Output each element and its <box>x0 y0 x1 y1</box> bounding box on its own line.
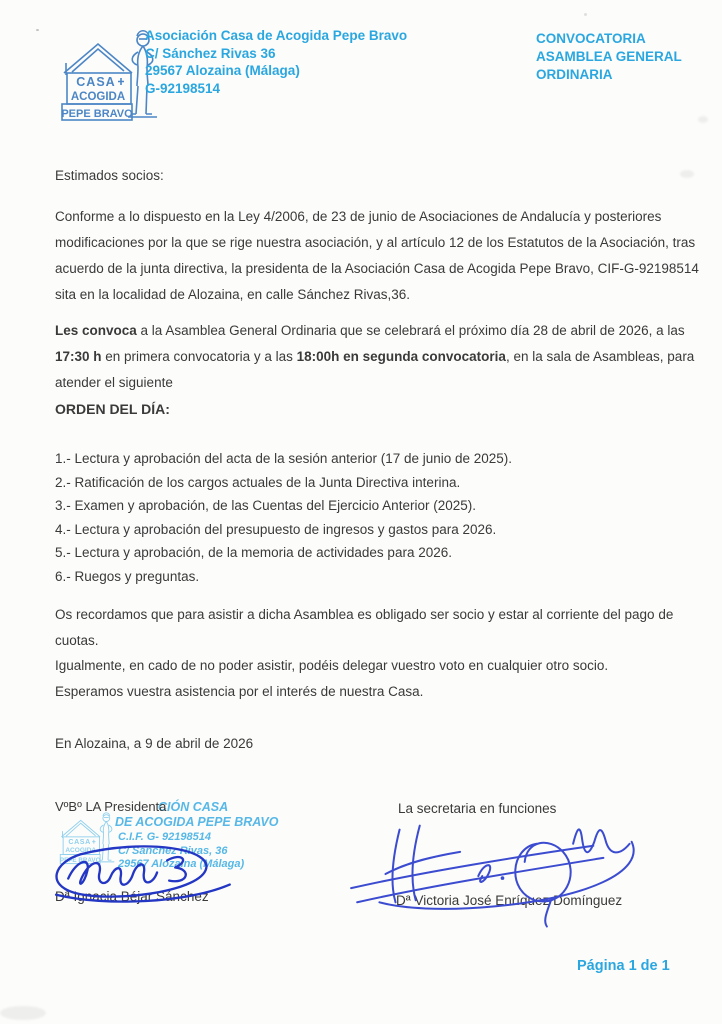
convoca-bold: Les convoca <box>55 323 137 338</box>
document-title <box>536 30 682 84</box>
salutation: Estimados socios: <box>55 168 164 183</box>
convocation-paragraph <box>55 318 703 396</box>
agenda-item-3: 3.- Examen y aprobación, de las Cuentas del Ejercicio Anterior (2025). <box>55 498 476 513</box>
presidenta-role-label: VºBº LA Presidenta <box>55 799 167 814</box>
org-city: 29567 Alozaina (Málaga) <box>145 63 300 78</box>
stamp-line-1: CIÓN CASA <box>158 800 229 814</box>
stamp-line-2: DE ACOGIDA PEPE BRAVO <box>115 815 279 829</box>
document-title-line2: ASAMBLEA GENERAL <box>536 49 682 64</box>
agenda-item-2: 2.- Ratificación de los cargos actuales de la Junta Directiva interina. <box>55 474 461 490</box>
org-name: Asociación Casa de Acogida Pepe Bravo <box>145 28 408 43</box>
agenda-item-1: 1.- Lectura y aprobación del acta de la sesión anterior (17 de junio de 2025). <box>55 451 513 466</box>
agenda-item-4: 4.- Lectura y aprobación del presupuesto de ingresos y gastos para 2026. <box>55 521 497 537</box>
scan-smudge <box>698 116 708 123</box>
presidenta-name: Dª Ignacia Béjar Sánchez <box>55 889 209 904</box>
scan-smudge <box>0 1006 46 1020</box>
presidenta-signature <box>46 833 258 911</box>
scan-speck <box>584 13 587 16</box>
secretaria-role-label: La secretaria en funciones <box>398 801 557 816</box>
reminder-line-3: Esperamos vuestra asistencia por el interés de nuestra Casa. <box>55 684 424 700</box>
convoca-text-4: en primera convocatoria y a las <box>101 349 297 364</box>
scan-smudge <box>680 170 694 178</box>
agenda-list <box>55 447 703 588</box>
stamp-line-4: C/ Sánchez Rivas, 36 <box>118 845 228 857</box>
document-title-line3: ORDINARIA <box>536 67 613 82</box>
reminder-line-1: Os recordamos que para asistir a dicha Asamblea es obligado ser socio y estar al corriente del pago de cuotas. <box>55 607 674 648</box>
secretaria-signature <box>335 808 673 932</box>
agenda-item-6: 6.- Ruegos y preguntas. <box>55 568 200 584</box>
convoca-text-6: , en la sala de Asambleas, para atender el siguiente <box>55 349 695 390</box>
org-cif: G-92198514 <box>145 80 221 96</box>
page-number-label: Página 1 de 1 <box>577 958 670 974</box>
dateline: En Alozaina, a 9 de abril de 2026 <box>55 736 254 751</box>
agenda-heading: ORDEN DEL DÍA: <box>55 401 170 417</box>
stamp-line-3: C.I.F. G- 92198514 <box>118 831 211 843</box>
org-address: C/ Sánchez Rivas 36 <box>145 45 276 61</box>
scan-speck <box>36 29 39 31</box>
agenda-item-5: 5.- Lectura y aprobación, de la memoria de actividades para 2026. <box>55 545 452 560</box>
stamp-line-5: 29567 Alozaina (Málaga) <box>118 858 245 870</box>
letterhead-org-block <box>145 27 407 97</box>
intro-paragraph: Conforme a lo dispuesto en la Ley 4/2006, de 23 de junio de Asociaciones de Andalucía y posteriores modificaciones por la que se rige nuestra asociación, y al artículo 12 de los Estatutos de la Asociación, tras acuerdo de la junta directiva, la presidenta de la Asociación Casa de Acogida Pepe Bravo, CIF-G-92198514 sita en la localidad de Alozaina, en calle Sánchez Rivas,36. <box>55 209 699 302</box>
first-call-time-bold: 17:30 h <box>55 349 102 364</box>
reminder-paragraph <box>55 602 715 705</box>
document-title-line1: CONVOCATORIA <box>536 31 646 46</box>
secretaria-name: Dª Victoria José Enríquez Domínguez <box>396 893 623 908</box>
convoca-text-2: a la Asamblea General Ordinaria que se celebrará el próximo día 28 de abril de 2026, a las <box>136 323 685 338</box>
second-call-time-bold: 18:00h en segunda convocatoria <box>296 349 506 364</box>
reminder-line-2: Igualmente, en cado de no poder asistir, podéis delegar vuestro voto en cualquier otro socio. <box>55 658 609 674</box>
